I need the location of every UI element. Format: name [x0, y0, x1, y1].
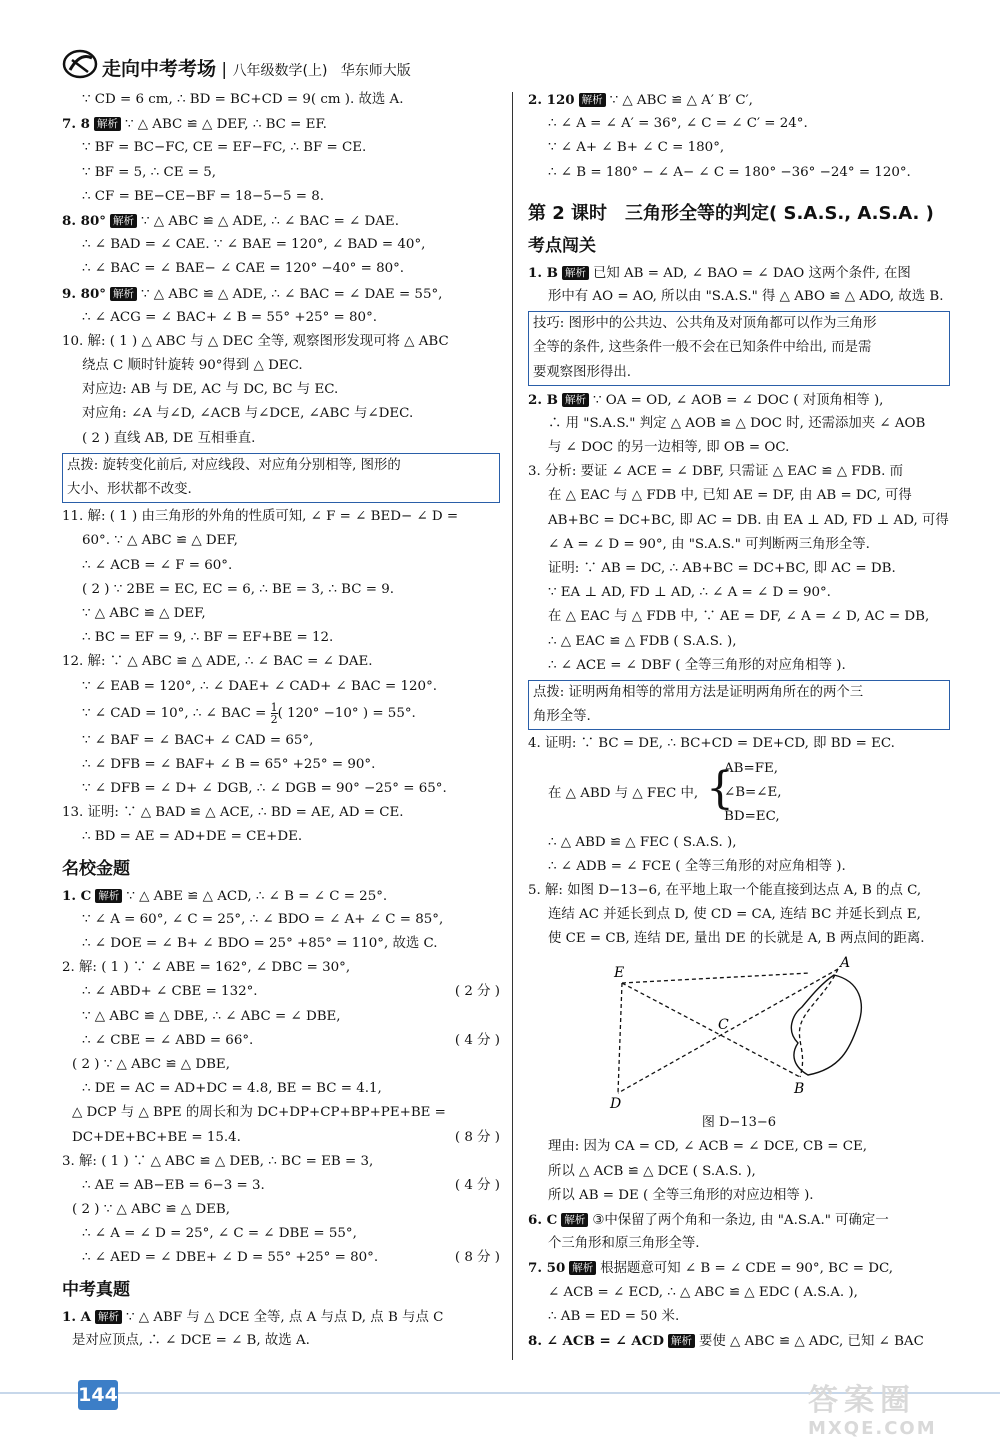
segment-EB — [622, 983, 800, 1077]
answer-line: 2. 120 解析 ∵ △ ABC ≌ △ A′ B′ C′, — [528, 92, 753, 108]
tip-box — [528, 311, 950, 386]
watermark-url: MXQE.COM — [808, 1418, 937, 1439]
text-line: 60°. ∵ △ ABC ≌ △ DEF, — [82, 533, 238, 549]
lesson-title: 第 2 课时 三角形全等的判定( S.A.S., A.S.A. ) — [528, 202, 934, 224]
text-line: ∴ BD = AE = AD+DE = CE+DE. — [82, 829, 303, 845]
answer-line: 11. 解: ( 1 ) 由三角形的外角的性质可知, ∠ F = ∠ BED− ∠ D = — [62, 509, 459, 525]
answer-line: 10. 解: ( 1 ) △ ABC 与 △ DEC 全等, 观察图形发现可将 △ ABC — [62, 333, 449, 349]
column-divider — [512, 92, 513, 1360]
text-line: ∠ A = ∠ D = 90°, 由 "S.A.S." 可判断两三角形全等. — [548, 536, 870, 552]
answer-line: 13. 证明: ∵ △ BAD ≌ △ ACE, ∴ BD = AE, AD = CE. — [62, 805, 404, 821]
text-line: ∵ CD = 6 cm, ∴ BD = BC+CD = 9( cm ). 故选 A. — [82, 92, 404, 107]
text-line: ∴ ∠ DFB = ∠ BAF+ ∠ B = 65° +25° = 90°. — [82, 756, 376, 772]
text-line: ∴ △ ABD ≌ △ FEC ( S.A.S. ), — [548, 834, 737, 850]
text-line: ∴ ∠ BAD = ∠ CAE. ∵ ∠ BAE = 120°, ∠ BAD = 40°, — [82, 237, 426, 253]
point-label: B — [794, 1081, 805, 1098]
text-line: 对应边: AB 与 DE, AC 与 DC, BC 与 EC. — [82, 382, 339, 398]
answer-line: 9. 80° 解析 ∵ △ ABC ≌ △ ADE, ∴ ∠ BAC = ∠ DAE = 55°, — [62, 285, 443, 302]
text-line: 是对应顶点, ∴ ∠ DCE = ∠ B, 故选 A. — [72, 1332, 310, 1348]
answer-line: 7. 50 解析 根据题意可知 ∠ B = ∠ CDE = 90°, BC = DC, — [528, 1260, 893, 1277]
tip-text: 大小、形状都不改变. — [67, 482, 192, 497]
watermark — [808, 1384, 988, 1446]
analysis-tag: 解析 — [562, 393, 589, 407]
score-mark: ( 8 分 ) — [454, 1250, 500, 1266]
answer-line: 6. C 解析 ③中保留了两个角和一条边, 由 "A.S.A." 可确定一 — [528, 1212, 889, 1228]
text-line: ∴ ∠ AED = ∠ DBE+ ∠ D = 55° +25° = 80°. ( 8 分 ) — [62, 1246, 500, 1270]
text-line: ∴ ∠ A = ∠ A′ = 36°, ∠ C = ∠ C′ = 24°. — [548, 116, 808, 132]
score-mark: ( 2 分 ) — [454, 984, 500, 1000]
text-line: ∴ △ EAC ≌ △ FDB ( S.A.S. ), — [548, 633, 737, 649]
tip-text: 技巧: 图形中的公共边、公共角及对顶角都可以作为三角形 — [533, 316, 877, 332]
text-line: ∴ 用 "S.A.S." 判定 △ AOB ≌ △ DOC 时, 还需添加夹 ∠ AOB — [548, 415, 926, 431]
text-line: ∵ ∠ DFB = ∠ D+ ∠ DGB, ∴ ∠ DGB = 90° −25° = 65°. — [82, 781, 447, 797]
text-line: ∴ ∠ ACB = ∠ F = 60°. — [82, 557, 233, 573]
system-line: AB=FE, — [724, 760, 779, 776]
score-mark: ( 4 分 ) — [454, 1177, 500, 1193]
text-line: ∴ ∠ A = ∠ D = 25°, ∠ C = ∠ DBE = 55°, — [82, 1226, 357, 1242]
analysis-tag: 解析 — [110, 287, 137, 301]
text-line: ∴ CF = BE−CE−BF = 18−5−5 = 8. — [82, 188, 325, 204]
answer-line: 1. A 解析 ∵ △ ABF 与 △ DCE 全等, 点 A 与点 D, 点 B 与点 C — [62, 1308, 444, 1325]
text-line: ∴ ∠ ACE = ∠ DBF ( 全等三角形的对应角相等 ). — [548, 657, 846, 673]
figure-caption: 图 D−13−6 — [701, 1115, 777, 1131]
tip-box — [62, 453, 500, 503]
answer-line: 1. C 解析 ∵ △ ABE ≌ △ ACD, ∴ ∠ B = ∠ C = 25°. — [62, 887, 388, 904]
text-line: ( 2 ) ∵ 2BE = EC, EC = 6, ∴ BE = 3, ∴ BC = 9. — [82, 581, 394, 597]
tip-box — [528, 680, 950, 730]
analysis-tag: 解析 — [110, 214, 137, 228]
page-header — [62, 46, 482, 86]
text-line: ∴ ∠ ACG = ∠ BAC+ ∠ B = 55° +25° = 80°. — [82, 309, 378, 325]
system-prefix: 在 △ ABD 与 △ FEC 中, — [548, 785, 699, 801]
text-line: ∵ △ ABC ≌ △ DBE, ∴ ∠ ABC = ∠ DBE, — [82, 1008, 341, 1024]
text-line: 在 △ EAC 与 △ FDB 中, ∵ AE = DF, ∠ A = ∠ D, AC = DB, — [548, 609, 930, 625]
equation-system — [528, 757, 950, 831]
text-line: 使 CE = CB, 连结 DE, 量出 DE 的长就是 A, B 两点间的距离. — [548, 931, 925, 947]
answer-line: 4. 证明: ∵ BC = DE, ∴ BC+CD = DE+CD, 即 BD = EC. — [528, 736, 895, 752]
section-heading: 考点闯关 — [528, 235, 596, 256]
tip-text: 角形全等. — [533, 709, 591, 725]
text-line: ∴ AE = AB−EB = 6−3 = 3. ( 4 分 ) — [62, 1174, 500, 1198]
text-line: ∵ BF = BC−FC, CE = EF−FC, ∴ BF = CE. — [82, 140, 367, 156]
analysis-tag: 解析 — [561, 1213, 588, 1227]
text-line: 对应角: ∠A 与∠D, ∠ACB 与∠DCE, ∠ABC 与∠DEC. — [82, 406, 414, 422]
text-line: 理由: 因为 CA = CD, ∠ ACB = ∠ DCE, CB = CE, — [548, 1139, 868, 1155]
text-line: 连结 AC 并延长到点 D, 使 CD = CA, 连结 BC 并延长到点 E, — [548, 907, 921, 923]
text-line: ∵ ∠ EAB = 120°, ∴ ∠ DAE+ ∠ CAD+ ∠ BAC = 120°. — [82, 678, 438, 694]
analysis-tag: 解析 — [95, 1310, 122, 1324]
text-line: ∵ ∠ BAF = ∠ BAC+ ∠ CAD = 65°, — [82, 732, 314, 748]
answer-line: 3. 分析: 要证 ∠ ACE = ∠ DBF, 只需证 △ EAC ≌ △ FDB. 而 — [528, 464, 904, 480]
tip-text: 点拨: 旋转变化前后, 对应线段、对应角分别相等, 图形的 — [67, 457, 401, 473]
score-mark: ( 4 分 ) — [454, 1032, 500, 1048]
text-line: ∵ EA ⊥ AD, FD ⊥ AD, ∴ ∠ A = ∠ D = 90°. — [548, 585, 831, 601]
point-label: D — [610, 1096, 622, 1112]
text-line: ( 2 ) ∵ △ ABC ≌ △ DEB, — [72, 1202, 230, 1218]
answer-line: 2. B 解析 ∵ OA = OD, ∠ AOB = ∠ DOC ( 对顶角相等 ), — [528, 391, 884, 408]
text-line: ∵ △ ABC ≌ △ DEF, — [82, 605, 206, 621]
point-label: C — [718, 1017, 729, 1034]
text-line: 与 ∠ DOC 的另一边相等, 即 OB = OC. — [548, 440, 790, 456]
right-column — [528, 88, 950, 1353]
text-line: ∴ ∠ BAC = ∠ BAE− ∠ CAE = 120° −40° = 80°. — [82, 261, 405, 277]
text-line: ∵ ∠ A+ ∠ B+ ∠ C = 180°, — [548, 140, 725, 156]
text-line: 证明: ∵ AB = DC, ∴ AB+BC = DC+BC, 即 AC = DB. — [548, 561, 896, 576]
geometry-diagram — [598, 951, 868, 1111]
answer-line: 12. 解: ∵ △ ABC ≌ △ ADE, ∴ ∠ BAC = ∠ DAE. — [62, 654, 373, 670]
analysis-tag: 解析 — [562, 266, 589, 280]
text-line: AB+BC = DC+BC, 即 AC = DB. 由 EA ⊥ AD, FD ⊥ AD, 可得 — [548, 512, 949, 528]
fraction: $\frac{1}{2}$ — [270, 700, 278, 726]
watermark-text: 答案圈 — [808, 1383, 916, 1418]
score-mark: ( 8 分 ) — [454, 1129, 500, 1145]
system-line: BD=EC, — [724, 808, 780, 824]
segment-AB — [799, 969, 838, 1077]
tip-text: 全等的条件, 这些条件一般不会在已知条件中给出, 而是需 — [533, 340, 872, 356]
answer-line: 1. B 解析 已知 AB = AD, ∠ BAO = ∠ DAO 这两个条件, 在图 — [528, 264, 911, 281]
text-line: 个三角形和原三角形全等. — [548, 1236, 700, 1252]
segment-ED — [618, 983, 622, 1093]
text-line: ( 2 ) 直线 AB, DE 互相垂直. — [82, 430, 256, 446]
text-line: ∴ ∠ ADB = ∠ FCE ( 全等三角形的对应角相等 ). — [548, 858, 846, 874]
left-column — [62, 88, 500, 1353]
analysis-tag: 解析 — [95, 889, 122, 903]
point-label: E — [614, 965, 625, 982]
answer-line: 8. ∠ ACB = ∠ ACD 解析 要使 △ ABC ≌ △ ADC, 已知 ∠ BAC — [528, 1332, 924, 1349]
answer-line: 7. 8 解析 ∵ △ ABC ≌ △ DEF, ∴ BC = EF. — [62, 116, 327, 133]
text-line: △ DCP 与 △ BPE 的周长和为 DC+DP+CP+BP+PE+BE = — [72, 1105, 446, 1121]
text-line: ∴ ∠ B = 180° − ∠ A− ∠ C = 180° −36° −24° = 120°. — [548, 164, 911, 180]
answer-line: 2. 解: ( 1 ) ∵ ∠ ABE = 162°, ∠ DBC = 30°, — [62, 960, 351, 976]
segment-EA — [622, 973, 810, 983]
analysis-tag: 解析 — [94, 117, 121, 131]
tip-text: 要观察图形得出. — [533, 364, 631, 380]
text-line: ∵ ∠ A = 60°, ∠ C = 25°, ∴ ∠ BDO = ∠ A+ ∠ C = 85°, — [82, 911, 444, 927]
book-logo-icon — [62, 48, 98, 80]
text-line: ( 2 ) ∵ △ ABC ≌ △ DBE, — [72, 1056, 230, 1072]
brace: { — [706, 762, 734, 814]
text-line: 绕点 C 顺时针旋转 90°得到 △ DEC. — [82, 358, 303, 374]
answer-line: 8. 80° 解析 ∵ △ ABC ≌ △ ADE, ∴ ∠ BAC = ∠ DAE. — [62, 212, 399, 229]
text-line: ∴ DE = AC = AD+DC = 4.8, BE = BC = 4.1, — [82, 1081, 382, 1097]
text-line: 在 △ EAC 与 △ FDB 中, 已知 AE = DF, 由 AB = DC, 可得 — [548, 488, 912, 504]
point-label: A — [840, 955, 851, 972]
text-line: ∠ ACB = ∠ ECD, ∴ △ ABC ≌ △ EDC ( A.S.A. ), — [548, 1284, 858, 1300]
system-line: ∠B=∠E, — [724, 784, 782, 800]
analysis-tag: 解析 — [579, 93, 606, 107]
page-number: 144 — [78, 1380, 118, 1410]
text-line: ∴ ∠ CBE = ∠ ABD = 66°. ( 4 分 ) — [62, 1029, 500, 1053]
tip-text: 点拨: 证明两角相等的常用方法是证明两角所在的两个三 — [533, 684, 864, 700]
text-line: ∴ BC = EF = 9, ∴ BF = EF+BE = 12. — [82, 630, 334, 646]
section-heading: 名校金题 — [62, 858, 130, 879]
answer-line: 3. 解: ( 1 ) ∵ △ ABC ≌ △ DEB, ∴ BC = EB = 3, — [62, 1153, 374, 1169]
text-line: 形中有 AO = AO, 所以由 "S.A.S." 得 △ ABO ≌ △ ADO, 故选 B. — [548, 288, 944, 304]
answer-line: 5. 解: 如图 D−13−6, 在平地上取一个能直接到达点 A, B 的点 C, — [528, 882, 922, 898]
text-line: ∴ ∠ ABD+ ∠ CBE = 132°. ( 2 分 ) — [62, 980, 500, 1004]
text-line: ∴ ∠ DOE = ∠ B+ ∠ BDO = 25° +85° = 110°, 故选 C. — [82, 936, 438, 951]
pond-outline — [791, 975, 861, 1075]
text-line: DC+DE+BC+BE = 15.4. ( 8 分 ) — [62, 1126, 500, 1150]
header-title: 走向中考考场 | 八年级数学(上) 华东师大版 — [102, 58, 411, 80]
text-line: ∵ BF = 5, ∴ CE = 5, — [82, 164, 216, 180]
text-line: ∴ AB = ED = 50 米. — [548, 1308, 680, 1324]
section-heading: 中考真题 — [62, 1279, 130, 1300]
text-line: 所以 △ ACB ≌ △ DCE ( S.A.S. ), — [548, 1163, 756, 1179]
text-line: ∵ ∠ CAD = 10°, ∴ ∠ BAC = $\frac{1}{2}$ ( 120° −10° ) = 55°. — [82, 700, 416, 726]
text-line: 所以 AB = DE ( 全等三角形的对应边相等 ). — [548, 1187, 814, 1203]
analysis-tag: 解析 — [668, 1334, 695, 1348]
analysis-tag: 解析 — [569, 1261, 596, 1275]
